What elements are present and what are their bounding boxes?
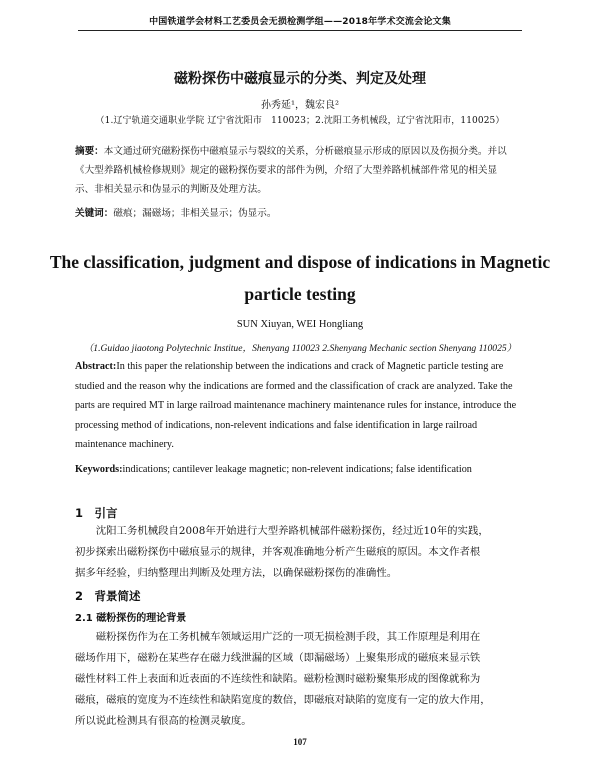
chinese-abstract-line-3: 示、非相关显示和伪显示的判断及处理方法。	[75, 184, 267, 195]
english-abstract-line-1: Abstract:In this paper the relationship between the indications and crack of Magnetic particle testing are	[75, 361, 504, 372]
english-abstract-label: Abstract:	[75, 361, 117, 372]
chinese-keywords-label: 关键词：	[75, 208, 114, 219]
page-number: 107	[293, 737, 307, 747]
chinese-abstract-line-1: 摘要：本文通过研究磁粉探伤中磁痕显示与裂纹的关系，分析磁痕显示形成的原因以及伤损分类。并以	[75, 146, 507, 157]
section-1-line-1: 沈阳工务机械段自2008年开始进行大型养路机械部件磁粉探伤，经过近10年的实践，	[75, 525, 489, 537]
english-keywords-text: indications; cantilever leakage magnetic; non-relevent indications; false identification	[122, 464, 472, 475]
english-keywords	[75, 460, 545, 480]
section-2-1-line-5: 所以说此检测具有很高的检测灵敏度。	[75, 715, 252, 727]
chinese-authors: 孙秀延¹，魏宏良²	[260, 100, 340, 111]
section-1-body	[75, 521, 555, 584]
chinese-abstract-line-2: 《大型养路机械检修规则》规定的磁粉探伤要求的部件为例，介绍了大型养路机械部件常见的相关显	[75, 165, 498, 176]
english-title-line-1: The classification, judgment and dispose of indications in Magnetic	[49, 252, 551, 272]
english-authors: SUN Xiuyan, WEI Hongliang	[236, 319, 364, 330]
english-abstract-line-4: processing method of indications, non-relevent indications and false identification in large railroad	[75, 419, 478, 431]
section-2-1-line-3: 磁性材料工件上表面和近表面的不连续性和缺陷。磁粉检测时磁粉聚集形成的图像就称为	[75, 673, 481, 685]
english-title-line-2: particle testing	[244, 284, 356, 304]
chinese-title: 磁粉探伤中磁痕显示的分类、判定及处理	[174, 71, 426, 87]
chinese-abstract-label: 摘要：	[75, 146, 104, 157]
section-1-line-3: 据多年经验，归纳整理出判断及处理方法，以确保磁粉探伤的准确性。	[75, 567, 398, 579]
section-2-1-heading: 2.1 磁粉探伤的理论背景	[75, 613, 187, 624]
english-abstract-line-5: maintenance machinery.	[75, 439, 174, 450]
chinese-keywords-text: 磁痕；漏磁场；非相关显示；伪显示。	[113, 208, 277, 219]
section-2-1-line-2: 磁场作用下，磁粉在某些存在磁力线泄漏的区域（即漏磁场）上聚集形成的磁痕来显示铁	[75, 652, 481, 664]
section-1-line-2: 初步探索出磁粉探伤中磁痕显示的规律，并客观准确地分析产生磁痕的原因。本文作者根	[75, 546, 481, 558]
running-header: 中国铁道学会材料工艺委员会无损检测学组——2018年学术交流会论文集	[149, 17, 451, 27]
english-affiliation: （1.Guidao jiaotong Polytechnic Institue，Shenyang 110023 2.Shenyang Mechanic section Shenyang 110025）	[83, 343, 517, 354]
english-keywords-label: Keywords:	[75, 464, 123, 475]
section-2-1-line-1: 磁粉探伤作为在工务机械车领域运用广泛的一项无损检测手段，其工作原理是利用在	[75, 631, 481, 643]
english-abstract-line-2: studied and the reason why the indications are formed and the classification of crack are analyzed. Take the	[75, 380, 513, 392]
english-abstract	[75, 357, 545, 455]
chinese-abstract	[75, 142, 535, 199]
section-2-1-body	[75, 627, 555, 732]
chinese-keywords	[75, 204, 535, 223]
english-abstract-line-3: parts are required MT in large railroad maintenance machinery maintenance rules for instance, introduce the	[75, 400, 517, 411]
section-2-heading: 2 背景简述	[75, 589, 141, 603]
section-2-1-line-4: 磁痕，磁痕的宽度为不连续性和缺陷宽度的数倍，即磁痕对缺陷的宽度有一定的放大作用，	[75, 694, 491, 706]
chinese-affiliation: （1.辽宁轨道交通职业学院 辽宁省沈阳市 110023；2.沈阳工务机械段，辽宁省沈阳市，110025）	[95, 116, 505, 126]
section-1-heading: 1 引言	[75, 506, 118, 520]
header-rule	[78, 30, 522, 31]
